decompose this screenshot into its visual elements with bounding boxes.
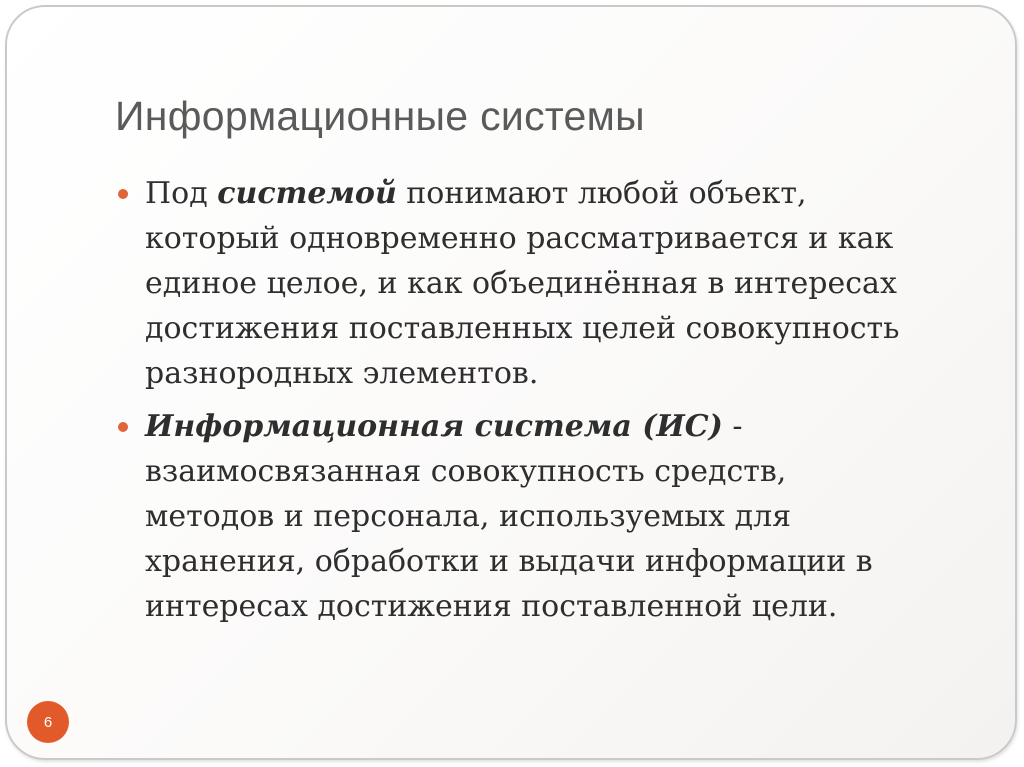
bullet-line: методов и персонала, используемых для [145,499,792,534]
bullet-line [145,171,975,216]
page-number-badge: 6 [27,701,69,743]
bullet-line: хранения, обработки и выдачи информации в [145,544,873,579]
emphasized-term: Информационная система (ИС) [145,409,723,444]
slide [5,5,1017,760]
bullet-line: разнородных элементов. [145,356,539,391]
bullet-list [145,171,975,637]
bullet-line: взаимосвязанная совокупность средств, [145,454,787,489]
line-text: понимают любой объект, [396,176,807,211]
line-text: Под [145,176,218,211]
bullet-line: интересах достижения поставленной цели. [145,589,838,624]
bullet-dot-icon [118,422,128,432]
slide-title: Информационные системы [115,93,645,139]
bullet-line: достижения поставленных целей совокупность [145,311,900,346]
bullet-line [145,404,975,449]
bullet-item-is-definition [145,404,975,629]
bullet-item-system-definition [145,171,975,396]
bullet-dot-icon [118,189,128,199]
emphasized-term: системой [217,176,397,211]
line-text: - [722,409,743,444]
bullet-line: единое целое, и как объединённая в интересах [145,266,897,301]
bullet-line: который одновременно рассматривается и как [145,221,894,256]
